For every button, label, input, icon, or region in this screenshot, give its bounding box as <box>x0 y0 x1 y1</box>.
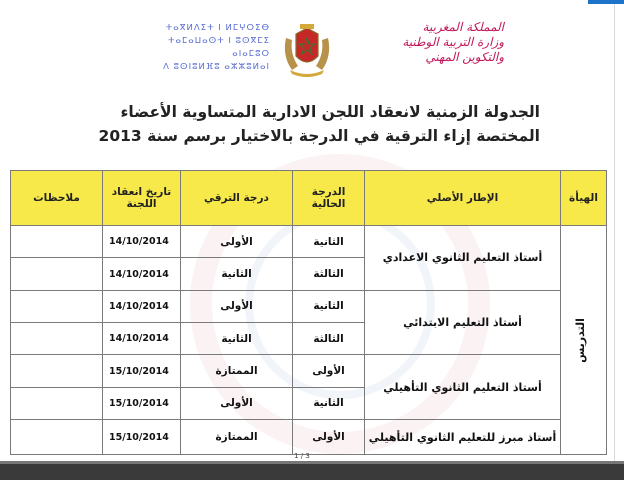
target-grade-cell: الثانية <box>181 258 293 290</box>
arabic-header <box>354 20 504 65</box>
tifinagh-line-2: ⵜⴰⵎⴰⵡⴰⵙⵜ ⵏ ⵓⵙⴳⵎⵉ ⴰⵏⴰⵎⵓⵔ <box>167 36 270 59</box>
frame-cell: أستاذ التعليم الثانوي الاعدادي <box>365 226 561 291</box>
date-cell: 15/10/2014 <box>103 420 181 455</box>
col-body: الهيأة <box>561 171 607 226</box>
current-grade-cell: الثالثة <box>293 258 365 290</box>
notes-cell <box>11 355 103 387</box>
page-number: 1 / 3 <box>294 452 310 460</box>
col-current-grade: الدرجة الحالية <box>293 171 365 226</box>
notes-cell <box>11 323 103 355</box>
frame-cell: أستاذ التعليم الابتدائي <box>365 290 561 355</box>
tifinagh-header <box>150 22 270 74</box>
notes-cell <box>11 258 103 290</box>
table-row <box>11 226 607 258</box>
target-grade-cell: الممتازة <box>181 355 293 387</box>
table-row <box>11 355 607 387</box>
notes-cell <box>11 226 103 258</box>
current-grade-cell: الأولى <box>293 420 365 455</box>
title-line-2: المختصة إزاء الترقية في الدرجة بالاختيار برسم سنة 2013 <box>98 127 540 145</box>
target-grade-cell: الممتازة <box>181 420 293 455</box>
date-cell: 15/10/2014 <box>103 355 181 387</box>
frame-cell: أستاذ مبرز للتعليم الثانوي التأهيلي <box>365 420 561 455</box>
notes-cell <box>11 387 103 419</box>
tifinagh-line-1: ⵜⴰⴳⵍⴷⵉⵜ ⵏ ⵍⵎⵖⵔⵉⴱ <box>165 23 270 33</box>
notes-cell <box>11 420 103 455</box>
col-committee-date: تاريخ انعقاد اللجنة <box>103 171 181 226</box>
date-cell: 14/10/2014 <box>103 323 181 355</box>
title-line-1: الجدولة الزمنية لانعقاد اللجن الادارية المتساوية الأعضاء <box>120 103 540 121</box>
date-cell: 15/10/2014 <box>103 387 181 419</box>
current-grade-cell: الثالثة <box>293 323 365 355</box>
date-cell: 14/10/2014 <box>103 258 181 290</box>
col-target-grade: درجة الترقي <box>181 171 293 226</box>
target-grade-cell: الأولى <box>181 226 293 258</box>
body-label: التدريس <box>574 317 588 363</box>
table-row <box>11 290 607 322</box>
arabic-line-2: وزارة التربية الوطنية <box>402 35 504 49</box>
schedule-table <box>10 170 607 455</box>
target-grade-cell: الأولى <box>181 387 293 419</box>
target-grade-cell: الأولى <box>181 290 293 322</box>
tifinagh-line-3: ⴷ ⵓⵙⵏⵓⵍⴼⵓ ⴰⵣⵣⵓⵍⴰⵏ <box>163 62 270 72</box>
col-original-frame: الإطار الأصلي <box>365 171 561 226</box>
current-grade-cell: الثانية <box>293 226 365 258</box>
date-cell: 14/10/2014 <box>103 290 181 322</box>
coat-of-arms-icon <box>278 22 336 78</box>
document-title <box>60 100 540 148</box>
target-grade-cell: الثانية <box>181 323 293 355</box>
date-cell: 14/10/2014 <box>103 226 181 258</box>
table-row <box>11 420 607 455</box>
body-cell <box>561 226 607 455</box>
current-grade-cell: الأولى <box>293 355 365 387</box>
arabic-line-3: والتكوين المهني <box>425 50 504 64</box>
current-grade-cell: الثانية <box>293 387 365 419</box>
col-notes: ملاحظات <box>11 171 103 226</box>
current-grade-cell: الثانية <box>293 290 365 322</box>
notes-cell <box>11 290 103 322</box>
table-header-row <box>11 171 607 226</box>
frame-cell: أستاذ التعليم الثانوي التأهيلي <box>365 355 561 420</box>
arabic-line-1: المملكة المغربية <box>422 20 504 34</box>
viewer-bottom-bar <box>0 464 624 480</box>
